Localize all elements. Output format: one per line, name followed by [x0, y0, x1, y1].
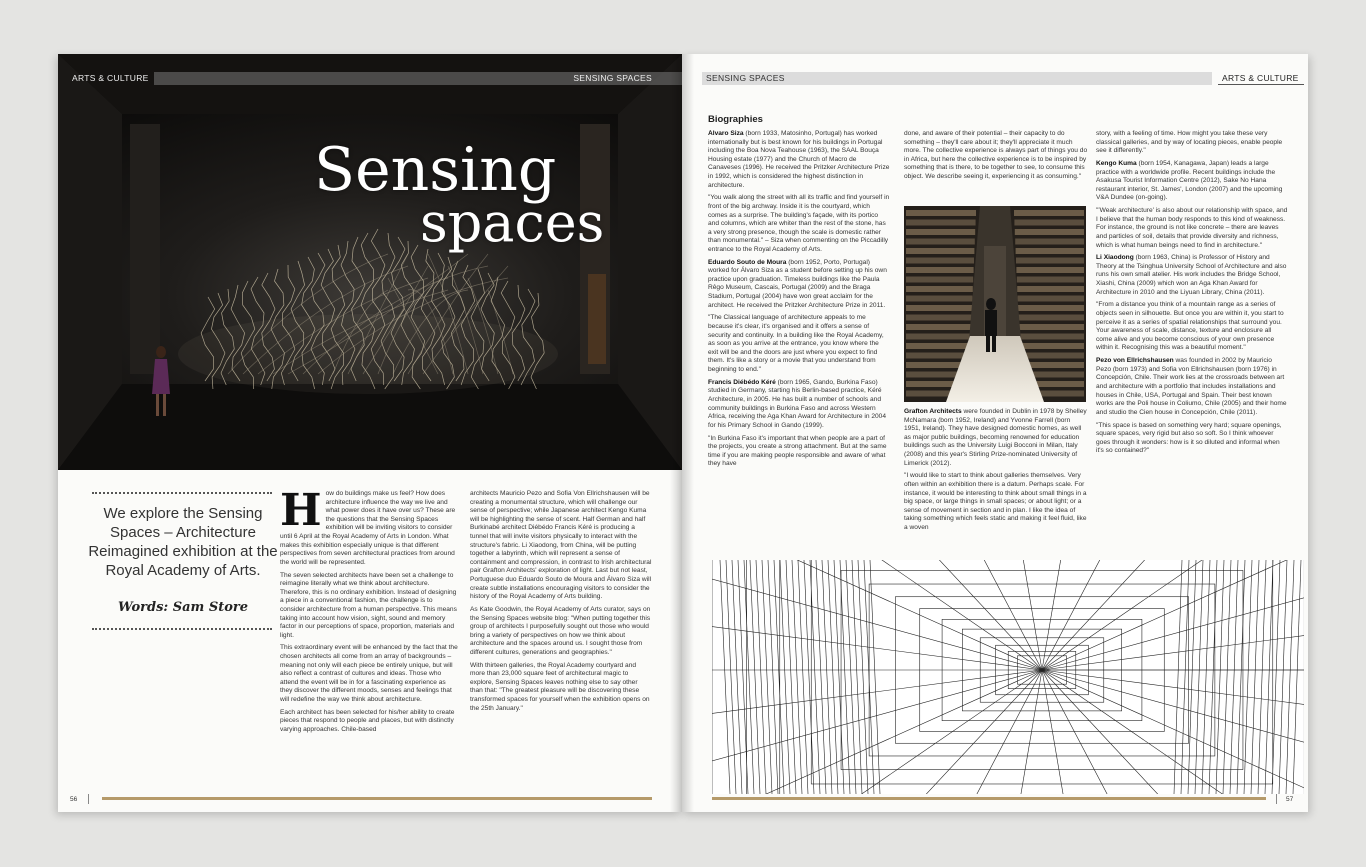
architect-name: Francis Diébédo Kéré — [708, 378, 776, 386]
bio-paragraph — [708, 379, 890, 431]
bio-column-2-top — [904, 130, 1088, 204]
bio-text: "From a distance you think of a mountain range as a series of objects seen in silhouette. But once you are within it, you start to perceive it as a series of spatial relationships that surround you. Your awareness of scale, distance, texture and enclosure all come alive and you become conscious of your own presence within it. Recognising this was a beautiful moment." — [1096, 301, 1284, 352]
bio-text: "The Classical language of architecture appeals to me because it's clear, it's organised and it offers a sense of security and continuity. In a building like the Royal Academy, as soon as you arrive at the entrance, you know where the exit will be and the doors are just where you expect to find them. It's like a story or a movie that you understand from beginning to end." — [708, 314, 884, 373]
bio-text: (born 1954, Kanagawa, Japan) leads a large practice with a worldwide profile. Recent buildings include the Asakusa Tourist Information Centre (2012), Sake No Hana restaurant interior, St. James', London (2007) and the upcoming V&A Dundee (on-going). — [1096, 159, 1283, 202]
architect-name: Grafton Architects — [904, 408, 962, 415]
bio-text: (born 1952, Porto, Portugal) worked for Álvaro Siza as a student before setting up his own practice upon graduation. Timeless buildings like the Paula Rêgo Museum, Cascais, Portugal (2009) and the Braga Stadium, Portugal (2004) have won great acclaim for the architect. He received the Pritzker Architecture Prize in 2011. — [708, 258, 887, 309]
right-page — [682, 54, 1308, 812]
paragraph: Each architect has been selected for his/her ability to create pieces that respond to people and places, but with distinctly varying approaches. Chile-based — [280, 708, 455, 733]
byline: Words: Sam Store — [117, 600, 249, 615]
section-tag-right: ARTS & CULTURE — [1222, 73, 1299, 83]
bio-paragraph — [1096, 160, 1288, 203]
gold-rule — [102, 797, 652, 800]
quote-paragraph — [904, 472, 1088, 532]
section-tag-right: SENSING SPACES — [573, 73, 652, 83]
architect-name: Álvaro Siza — [708, 130, 744, 137]
gold-rule — [712, 797, 1266, 800]
bio-paragraph — [1096, 357, 1288, 417]
biographies-heading: Biographies — [708, 114, 763, 125]
bio-text: done, and aware of their potential – their capacity to do something – they'll care about it; they'll appreciate it much more. The collective experience is always part of things you do in Africa, but here the collective experience is to be inspired by something that is there, to be together to see, to consume this object. We describe seeing it, experiencing it as consuming." — [904, 130, 1088, 180]
quote-paragraph — [708, 194, 890, 254]
bio-text: "'Weak architecture' is also about our relationship with space, and I believe that the human body responds to this kind of weakness. For instance, the ground is not like concrete – there are leaves and particles of soil, details that provide diversity and richness, which is what human beings need to find in architecture." — [1096, 207, 1288, 249]
header-bar — [702, 72, 1212, 85]
paragraph: As Kate Goodwin, the Royal Academy of Arts curator, says on the Sensing Spaces website blog: "When putting together this group of architects I purposefully sought out those who would bring a variety of perspectives on how we think about architecture and the spaces around us. I sought those from different cultures, generations and geographies." — [470, 605, 651, 656]
bio-column-2-bottom — [904, 408, 1088, 556]
bio-text: (born 1963, China) is Professor of History and Theory at the Tsinghua University School of Architecture and also runs his own small atelier. His work includes the Bridge School, Xiashi, China (2009) which won an Aga Khan Award for Architecture in 2010 and the Liyuan Library, China (2011). — [1096, 254, 1287, 296]
quote-paragraph — [708, 314, 890, 374]
architect-name: Eduardo Souto de Moura — [708, 258, 787, 266]
quote-paragraph — [1096, 301, 1288, 353]
dotted-rule-bottom — [92, 628, 272, 630]
bio-column-3 — [1096, 130, 1288, 556]
installation-illustration — [58, 54, 682, 470]
page-number: 57 — [1286, 796, 1294, 803]
tunnel-sketch-illustration — [712, 560, 1304, 794]
grafton-installation-photo — [904, 206, 1086, 402]
architect-name: Kengo Kuma — [1096, 159, 1137, 167]
left-page — [58, 54, 682, 812]
section-tag-left: ARTS & CULTURE — [72, 73, 149, 83]
paragraph: ow do buildings make us feel? How does architecture influence the way we live and what power does it have over us? These are the questions that the Sensing Spaces exhibition will be inviting visitors to consider until 6 April at the Royal Academy of Arts in London. What makes this exhibition especially unique is that different perspectives from seven architectural practices from around the world will be represented. — [280, 490, 456, 566]
paragraph: This extraordinary event will be enhanced by the fact that the chosen architects all come from an array of backgrounds – meaning not only will each piece be entirely unique, but will also reflect a contrast of cultures and ideas. Those who attend the event will be in for a fascinating experience as they discover the different moods, senses and feelings that will redefine the way we think about architecture. — [280, 644, 458, 704]
bio-text: "You walk along the street with all its traffic and find yourself in front of the big archway. Inside it is the courtyard, which comes as a surprise. The building's façade, with its portico and columns, which are whiter than the rest of the stone, has a very strong presence, though the scale is domestic rather than monumental." – Siza when commenting on the Piccadilly entrance to the Royal Academy of Arts. — [708, 194, 890, 253]
page-number: 56 — [70, 796, 78, 803]
section-tag-left: SENSING SPACES — [706, 73, 785, 83]
quote-paragraph — [1096, 130, 1288, 156]
bio-paragraph — [1096, 254, 1288, 297]
section-tag-box — [1218, 72, 1304, 85]
bio-text: "In Burkina Faso it's important that when people are a part of the projects, you create a strong attachment. But at the same time if you are making people responsible and aware of what they have — [708, 434, 887, 468]
paragraph: architects Mauricio Pezo and Sofia Von Ellrichshausen will be creating a monumental structure, which will challenge our sense of perspective; while Japanese architect Kengo Kuma will be highlighting the sense of scent. Half German and half Burkinabé architect Diébédo Francis Kéré is producing a tunnel that will invite visitors physically to interact with the structure's fabric. Li Xiaodong, from China, will be putting together a labyrinth, which will represent a sense of containment and compression, in contrast to Irish architectural pair Grafton Architects' exploration of light. Last but not least, Portuguese duo Eduardo Souto de Moura and Álvaro Siza will create subtle installations encouraging visitors to consider the history of the Royal Academy of Arts building. — [470, 490, 652, 601]
paragraph: With thirteen galleries, the Royal Academy courtyard and more than 23,000 square feet of architectural magic to explore, Sensing Spaces leaves nothing else to say other than that: "The greatest pleasure will be discovering these transformed spaces for yourself when the exhibition opens on the 25th January." — [470, 661, 650, 712]
bio-text: "I would like to start to think about galleries themselves. Very often within an exhibition there is a datum. Perhaps scale. For instance, it would be interesting to think about small things in a big space, or large things in small spaces; or about light; or a sense of movement in section and in plan. I like the idea of taking something which feels static and making it feel fluid, like a woven — [904, 472, 1087, 531]
title-line-2: spaces — [420, 191, 605, 254]
bio-text: were founded in Dublin in 1978 by Shelley McNamara (born 1952, Ireland) and Yvonne Farrell (born 1951, Ireland). They have designed domestic homes, as well as major public buildings, becoming renowned for education buildings such as the University Luigi Bocconi in Milan, Italy (2008) and this year's Stirling Prize-nominated University of Limerick (2012). — [904, 408, 1087, 467]
architect-name: Pezo von Ellrichshausen — [1096, 357, 1174, 365]
quote-paragraph — [1096, 207, 1288, 250]
standfirst: We explore the Sensing Spaces – Architecture Reimagined exhibition at the Royal Academy of Arts. — [88, 505, 278, 579]
bio-text: (born 1965, Gando, Burkina Faso) studied in Germany, starting his Berlin-based practice, Kéré Architecture, in 2005. He has built a number of schools and community buildings in Burkina Faso and across Western Africa, receiving the Aga Khan Award for Architecture in 2004 for his Primary School in Gando (1999). — [708, 378, 887, 429]
quote-paragraph — [708, 435, 890, 469]
bio-paragraph — [904, 408, 1088, 468]
dotted-rule-top — [92, 492, 272, 494]
title-line-1: Sensing — [314, 135, 557, 205]
paragraph: The seven selected architects have been set a challenge to reimagine literally what we think about architecture. Therefore, this is no ordinary exhibition. Instead of designing a piece in a conventional fashion, the challenge is to consider architecture from a human perspective. This means taking into account how vision, sight, sound and memory factor in our perceptions of space, proportion, materials and light. — [280, 571, 457, 639]
drop-cap: H — [280, 490, 322, 536]
quote-paragraph — [1096, 422, 1288, 456]
article-column-2 — [470, 490, 652, 792]
architect-name: Li Xiaodong — [1096, 254, 1134, 262]
bio-column-1 — [708, 130, 890, 554]
bio-text: "This space is based on something very hard; square openings, square spaces, very rigid but also so soft. So I think whoever goes through it wonders: how is it so diluted and informal when it's so contained?" — [1096, 421, 1282, 455]
bio-text: (born 1933, Matosinho, Portugal) has worked internationally but is best known for his buildings in Portugal including the Boa Nova Teahouse (1963), the SAAL Bouça Housing estate (1977) and the Church of Macro de Canaveses (1996). He received the Pritzker Architecture Prize in 1992, which is considered the highest distinction in architecture. — [708, 130, 890, 189]
hero-image — [58, 54, 682, 470]
article-column-1 — [280, 490, 458, 792]
bio-text: story, with a feeling of time. How might you take these very classical galleries, and by way of locating pieces, enable people see it differently." — [1096, 130, 1283, 155]
bio-text: was founded in 2002 by Mauricio Pezo (born 1973) and Sofia von Ellrichshausen (born 1976) in Concepción, Chile. Their work lies at the crossroads between art and architecture with a portfolio that includes installations and houses in Chile, USA, Portugal and Spain. Their best known works are the Poli house in Coliumo, Chile (2005) and their home and studio the Cien house in Concepción, Chile (2011). — [1096, 357, 1287, 416]
quote-paragraph — [904, 130, 1088, 182]
bio-paragraph — [708, 259, 890, 311]
bio-paragraph — [708, 130, 890, 190]
header-bar — [58, 72, 682, 85]
